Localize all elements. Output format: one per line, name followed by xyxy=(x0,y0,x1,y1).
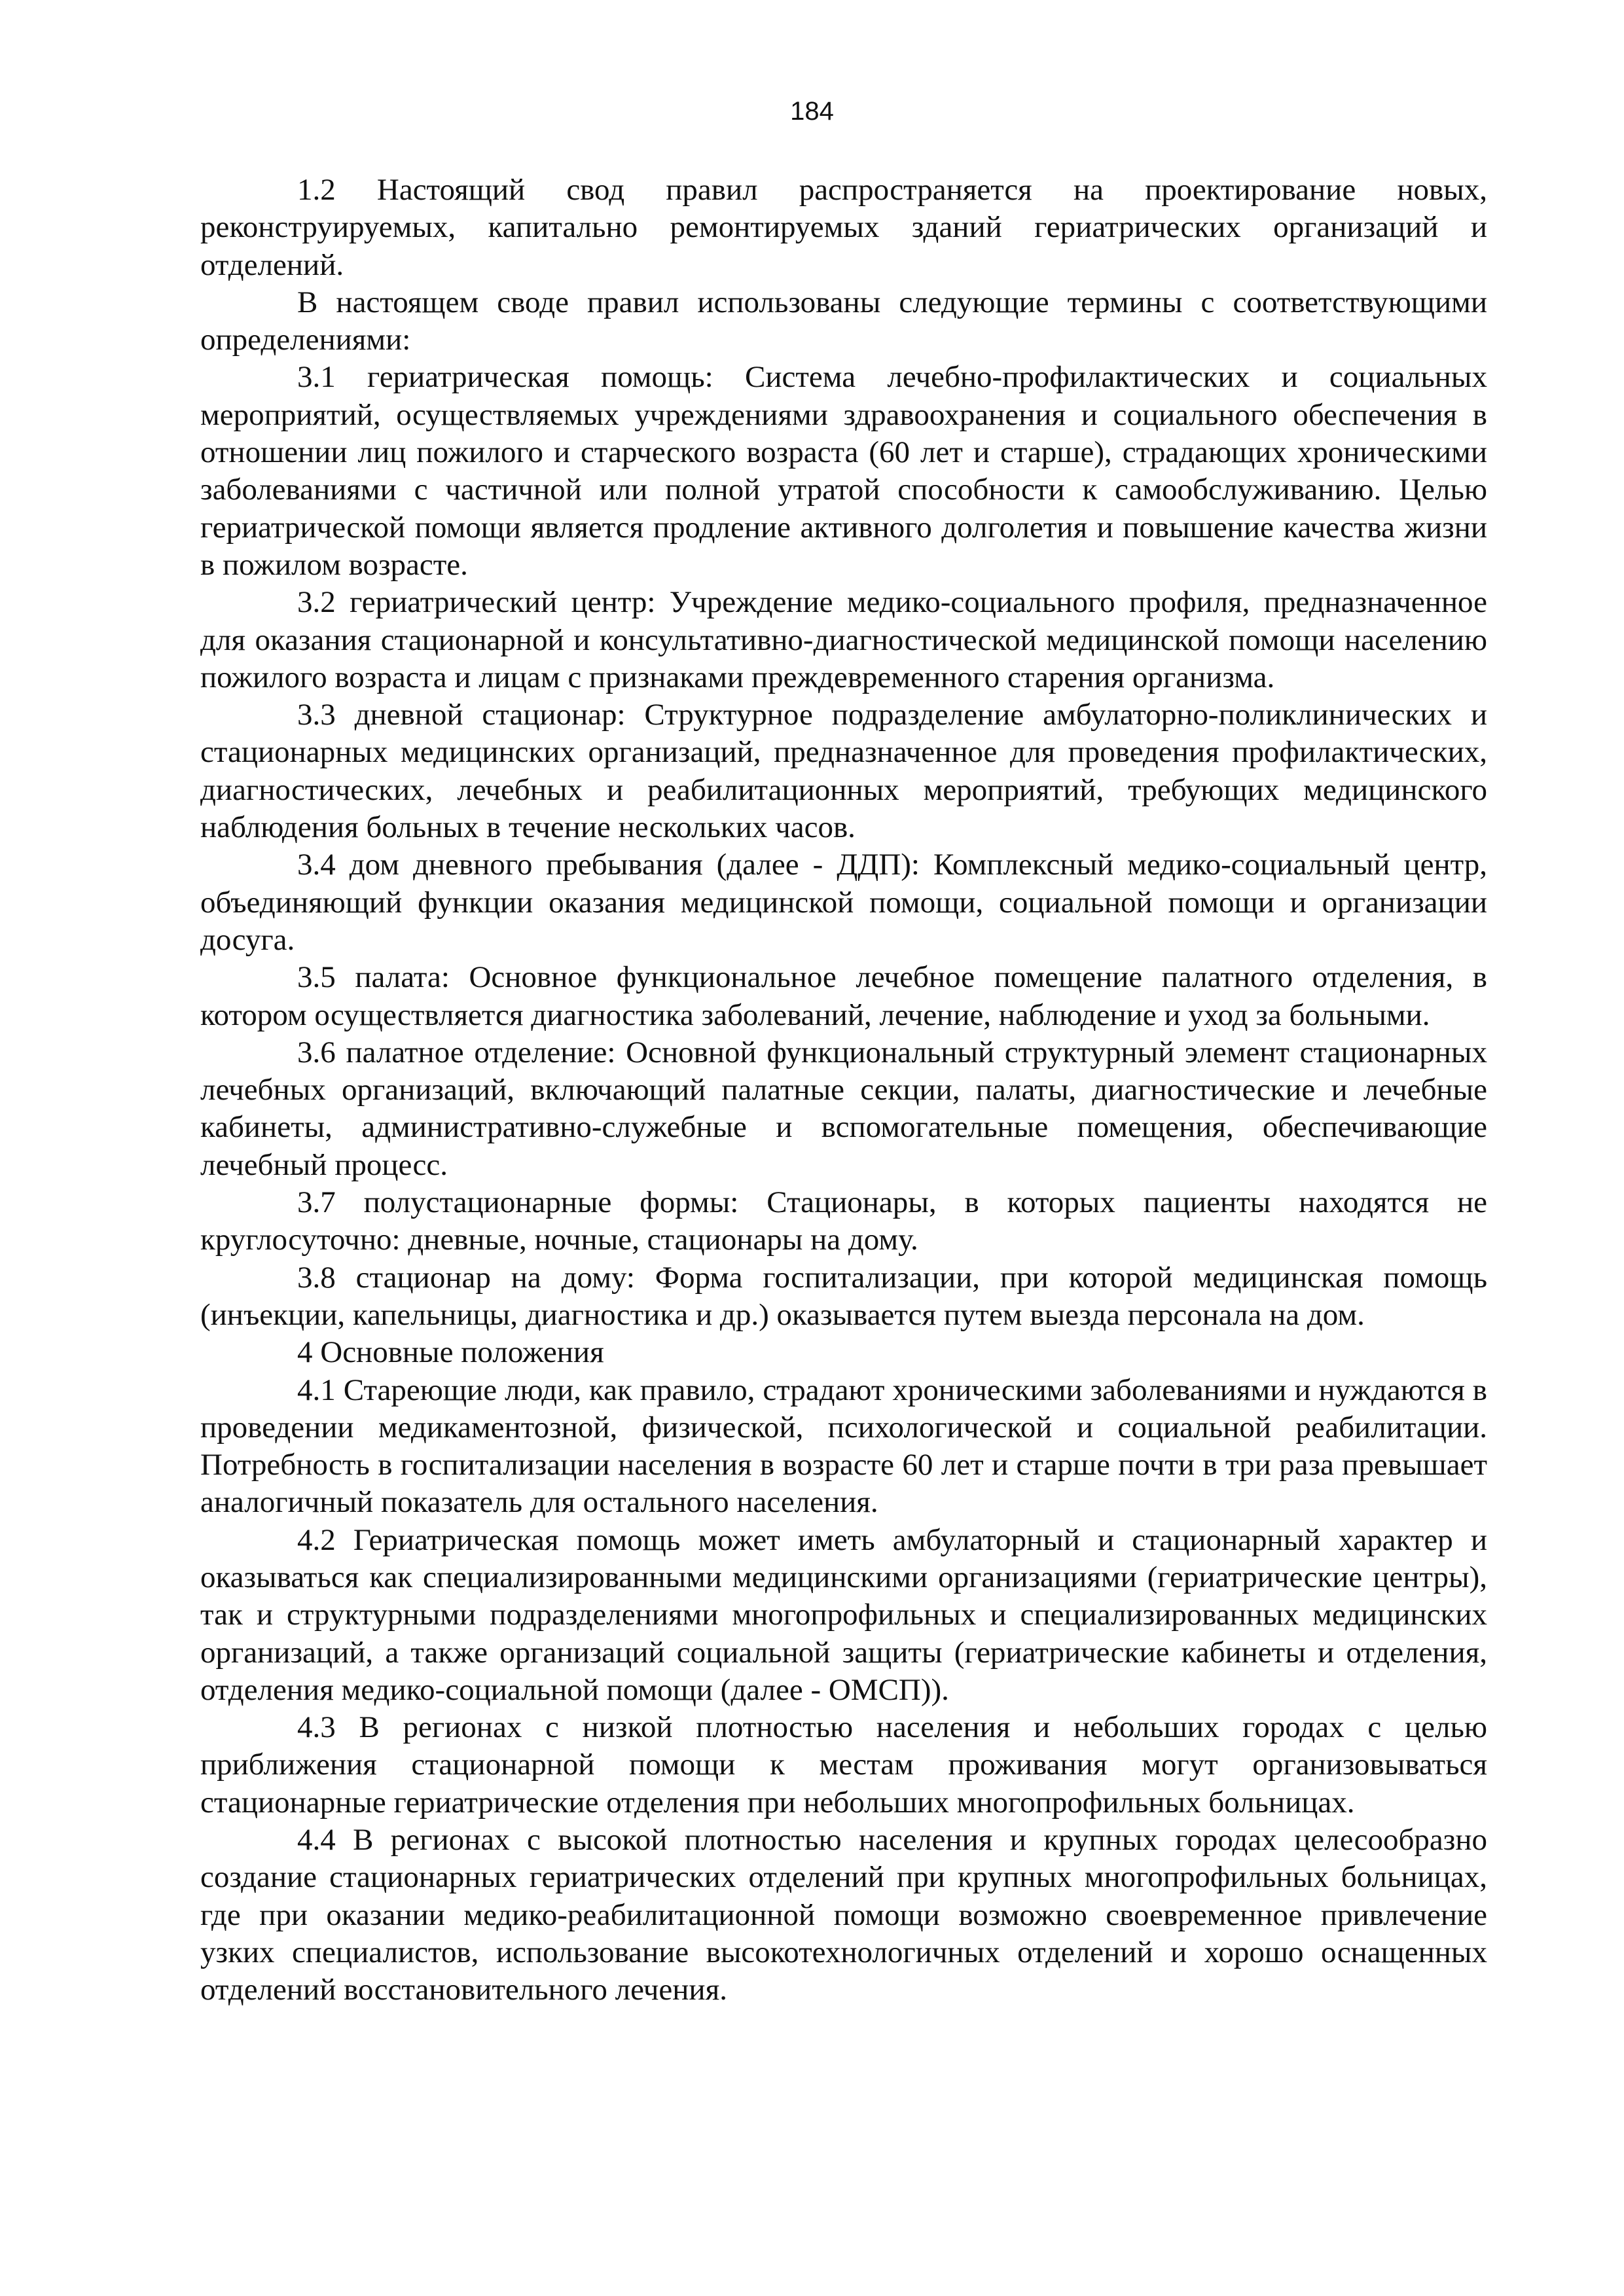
paragraph-4-3: 4.3 В регионах с низкой плотностью населения и небольших городах с целью приближения стационарной помощи к местам проживания могут организовываться стационарные гериатрические отделения при небольших многопрофильных больницах. xyxy=(200,1710,1487,1820)
paragraph-4-4: 4.4 В регионах с высокой плотностью населения и крупных городах целесообразно создание стационарных гериатрических отделений при крупных многопрофильных больницах, где при оказании медико-реабилитационной помощи возможно своевременное привлечение узких специалистов, использование высокотехнологичных отделений и хорошо оснащенных отделений восстановительного лечения. xyxy=(200,1823,1487,2007)
paragraph-3-7-semi-inpatient-forms: 3.7 полустационарные формы: Стационары, в которых пациенты находятся не круглосуточно: дневные, ночные, стационары на дому. xyxy=(200,1185,1487,1257)
paragraph-3-2-geriatric-center: 3.2 гериатрический центр: Учреждение медико-социального профиля, предназначенное для оказания стационарной и консультативно-диагностической медицинской помощи населению пожилого возраста и лицам с признаками преждевременного старения организма. xyxy=(200,585,1487,694)
paragraph-3-5-ward: 3.5 палата: Основное функциональное лечебное помещение палатного отделения, в котором осуществляется диагностика заболеваний, лечение, наблюдение и уход за больными. xyxy=(200,960,1487,1032)
document-body xyxy=(200,171,1487,2009)
page-number: 184 xyxy=(790,97,834,126)
paragraph-3-3-day-hospital: 3.3 дневной стационар: Структурное подразделение амбулаторно-поликлинических и стационарных медицинских организаций, предназначенное для проведения профилактических, диагностических, лечебных и реабилитационных мероприятий, требующих медицинского наблюдения больных в течение нескольких часов. xyxy=(200,698,1487,845)
paragraph-3-4-day-stay-house: 3.4 дом дневного пребывания (далее - ДДП): Комплексный медико-социальный центр, объединяющий функции оказания медицинской помощи, социальной помощи и организации досуга. xyxy=(200,848,1487,957)
paragraph-3-1-geriatric-care: 3.1 гериатрическая помощь: Система лечебно-профилактических и социальных мероприятий, осуществляемых учреждениями здравоохранения и социального обеспечения в отношении лиц пожилого и старческого возраста (60 лет и старше), страдающих хроническими заболеваниями с частичной или полной утратой способности к самообслуживанию. Целью гериатрической помощи является продление активного долголетия и повышение качества жизни в пожилом возрасте. xyxy=(200,360,1487,582)
paragraph-4-2: 4.2 Гериатрическая помощь может иметь амбулаторный и стационарный характер и оказываться как специализированными медицинскими организациями (гериатрические центры), так и структурными подразделениями многопрофильных и специализированных медицинских организаций, а также организаций социальной защиты (гериатрические кабинеты и отделения, отделения медико-социальной помощи (далее - ОМСП)). xyxy=(200,1522,1487,1707)
paragraph-4-1: 4.1 Стареющие люди, как правило, страдают хроническими заболеваниями и нуждаются в проведении медикаментозной, физической, психологической и социальной реабилитации. Потребность в госпитализации населения в возрасте 60 лет и старше почти в три раза превышает аналогичный показатель для остального населения. xyxy=(200,1372,1487,1520)
paragraph-1-2-scope: 1.2 Настоящий свод правил распространяется на проектирование новых, реконструируемых, капитально ремонтируемых зданий гериатрических организаций и отделений. xyxy=(200,173,1487,282)
paragraph-3-8-home-hospital: 3.8 стационар на дому: Форма госпитализации, при которой медицинская помощь (инъекции, капельницы, диагностика и др.) оказывается путем выезда персонала на дом. xyxy=(200,1260,1487,1332)
paragraph-terms-intro: В настоящем своде правил использованы следующие термины с соответствующими определениями: xyxy=(200,285,1487,357)
paragraph-3-6-ward-department: 3.6 палатное отделение: Основной функциональный структурный элемент стационарных лечебных организаций, включающий палатные секции, палаты, диагностические и лечебные кабинеты, административно-служебные и вспомогательные помещения, обеспечивающие лечебный процесс. xyxy=(200,1035,1487,1182)
section-heading-4: 4 Основные положения xyxy=(297,1335,604,1370)
